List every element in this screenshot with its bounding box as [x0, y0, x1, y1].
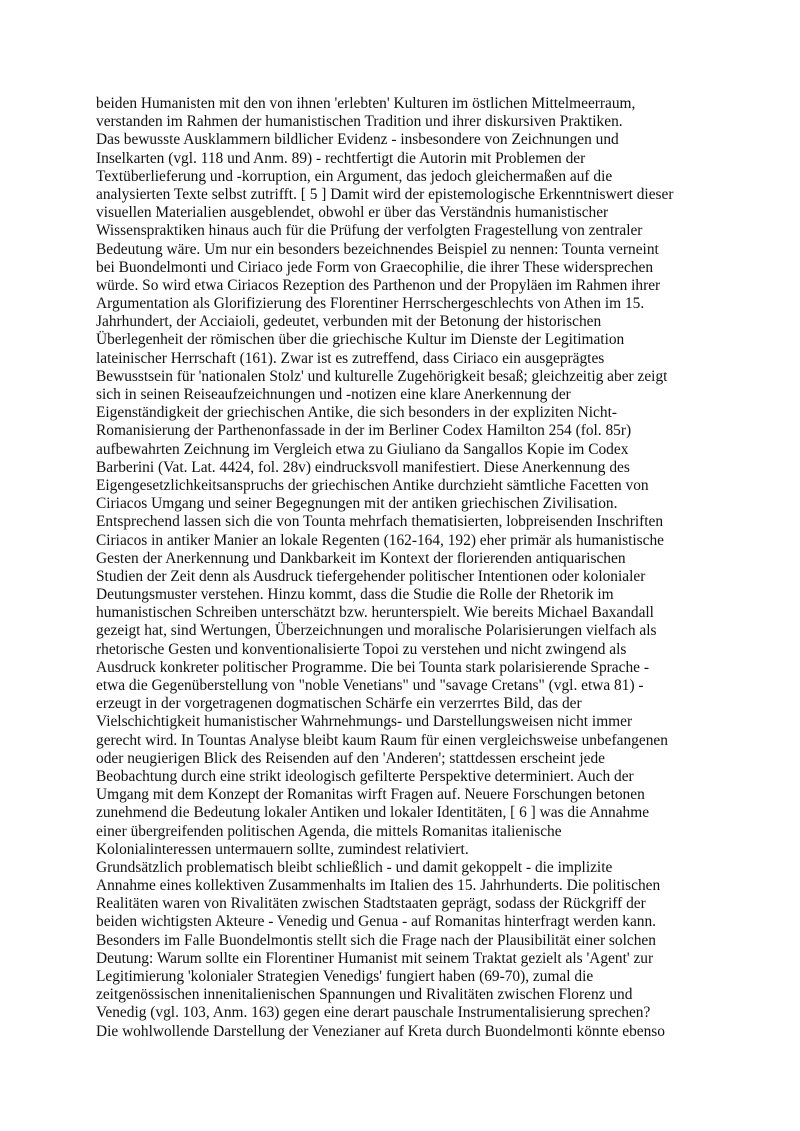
text-line: Inselkarten (vgl. 118 und Anm. 89) - rechtfertigt die Autorin mit Problemen der [96, 149, 586, 167]
text-line: humanistischen Schreiben unterschätzt bzw. herunterspielt. Wie bereits Michael Baxandall [96, 604, 654, 622]
text-line: Eigengesetzlichkeitsanspruchs der griechischen Antike durchzieht sämtliche Facetten von [96, 476, 649, 494]
text-line: Textüberlieferung und -korruption, ein Argument, das jedoch gleichermaßen auf die [96, 167, 613, 185]
text-line: Beobachtung durch eine strikt ideologisch gefilterte Perspektive determiniert. Auch der [96, 767, 634, 785]
text-line: Argumentation als Glorifizierung des Florentiner Herrschergeschlechts von Athen im 15. [96, 295, 645, 313]
text-line: visuellen Materialien ausgeblendet, obwohl er über das Verständnis humanistischer [96, 204, 609, 222]
text-line: Ciriacos Umgang und seiner Begegnungen mit der antiken griechischen Zivilisation. [96, 495, 618, 513]
text-line: würde. So wird etwa Ciriacos Rezeption des Parthenon und der Propyläen im Rahmen ihrer [96, 276, 661, 294]
text-line: oder neugierigen Blick des Reisenden auf den 'Anderen'; stattdessen erscheint jede [96, 749, 605, 767]
text-line: sich in seinen Reiseaufzeichnungen und -notizen eine klare Anerkennung der [96, 386, 571, 403]
text-line: Besonders im Falle Buondelmontis stellt sich die Frage nach der Plausibilität einer solchen [96, 931, 656, 949]
text-line: Deutungsmuster verstehen. Hinzu kommt, dass die Studie die Rolle der Rhetorik im [96, 586, 614, 604]
document-page [96, 95, 716, 1041]
text-line: einer übergreifenden politischen Agenda, die mittels Romanitas italienische [96, 822, 562, 840]
text-line: Deutung: Warum sollte ein Florentiner Humanist mit seinem Traktat gezielt als 'Agent' zur [96, 949, 654, 967]
text-line: Bedeutung wäre. Um nur ein besonders bezeichnendes Beispiel zu nennen: Tounta verneint [96, 240, 659, 258]
text-line: verstanden im Rahmen der humanistischen Tradition und ihrer diskursiven Praktiken. [96, 113, 623, 131]
text-line: lateinischer Herrschaft (161). Zwar ist es zutreffend, dass Ciriaco ein ausgeprägtes [96, 349, 605, 367]
text-line: beiden Humanisten mit den von ihnen 'erlebten' Kulturen im östlichen Mittelmeerraum, [96, 95, 636, 112]
text-line: Legitimierung 'kolonialer Strategien Venedigs' fungiert haben (69-70), zumal die [96, 968, 594, 985]
text-line: Barberini (Vat. Lat. 4424, fol. 28v) eindrucksvoll manifestiert. Diese Anerkennung des [96, 458, 630, 476]
text-line: Bewusstsein für 'nationalen Stolz' und kulturelle Zugehörigkeit besaß; gleichzeitig aber zeigt [96, 367, 668, 385]
text-line: Wissenspraktiken hinaus auch für die Prüfung der verfolgten Fragestellung von zentraler [96, 222, 643, 240]
text-line: Ciriacos in antiker Manier an lokale Regenten (162-164, 192) eher primär als humanistische [96, 531, 664, 549]
text-line: gezeigt hat, sind Wertungen, Überzeichnungen und moralische Polarisierungen vielfach als [96, 622, 657, 640]
text-line: Studien der Zeit denn als Ausdruck tiefergehender politischer Intentionen oder kolonialer [96, 567, 646, 585]
text-line: beiden wichtigsten Akteure - Venedig und Genua - auf Romanitas hinterfragt werden kann. [96, 913, 657, 931]
text-line: bei Buondelmonti und Ciriaco jede Form von Graecophilie, die ihrer These widersprechen [96, 258, 654, 276]
text-line: Das bewusste Ausklammern bildlicher Evidenz - insbesondere von Zeichnungen und [96, 131, 619, 149]
text-line: rhetorische Gesten und konventionalisierte Topoi zu verstehen und nicht zwingend als [96, 640, 627, 658]
text-line: Romanisierung der Parthenonfassade in der im Berliner Codex Hamilton 254 (fol. 85r) [96, 422, 632, 440]
text-line: etwa die Gegenüberstellung von "noble Venetians" und "savage Cretans" (vgl. etwa 81) - [96, 677, 644, 694]
text-line: zeitgenössischen innenitalienischen Spannungen und Rivalitäten zwischen Florenz und [96, 986, 633, 1004]
text-line: aufbewahrten Zeichnung im Vergleich etwa zu Giuliano da Sangallos Kopie im Codex [96, 440, 629, 458]
text-line: Vielschichtigkeit humanistischer Wahrnehmungs- und Darstellungsweisen nicht immer [96, 713, 633, 731]
text-line: Eigenständigkeit der griechischen Antike, die sich besonders in der expliziten Nicht- [96, 404, 617, 422]
text-line: Ausdruck konkreter politischer Programme. Die bei Tounta stark polarisierende Sprache - [96, 658, 649, 676]
text-line: Grundsätzlich problematisch bleibt schließlich - und damit gekoppelt - die implizite [96, 858, 613, 876]
text-line: analysierten Texte selbst zutrifft. [ 5 ] Damit wird der epistemologische Erkenntniswert dieser [96, 185, 674, 203]
text-line: Umgang mit dem Konzept der Romanitas wirft Fragen auf. Neuere Forschungen betonen [96, 786, 645, 804]
text-line: erzeugt in der vorgetragenen dogmatischen Schärfe ein verzerrtes Bild, das der [96, 695, 582, 713]
text-line: Überlegenheit der römischen über die griechische Kultur im Dienste der Legitimation [96, 331, 625, 349]
text-line: Die wohlwollende Darstellung der Venezianer auf Kreta durch Buondelmonti könnte ebenso [96, 1022, 665, 1040]
text-line: Annahme eines kollektiven Zusammenhalts im Italien des 15. Jahrhunderts. Die politischen [96, 877, 661, 895]
text-line: Entsprechend lassen sich die von Tounta mehrfach thematisierten, lobpreisenden Inschriften [96, 513, 664, 531]
text-line: Jahrhundert, der Acciaioli, gedeutet, verbunden mit der Betonung der historischen [96, 313, 602, 331]
text-line: Kolonialinteressen untermauern sollte, zumindest relativiert. [96, 840, 469, 858]
text-line: Gesten der Anerkennung und Dankbarkeit im Kontext der florierenden antiquarischen [96, 549, 626, 567]
text-line: zunehmend die Bedeutung lokaler Antiken und lokaler Identitäten, [ 6 ] was die Annahme [96, 804, 650, 822]
text-line: Venedig (vgl. 103, Anm. 163) gegen eine derart pauschale Instrumentalisierung sprechen? [96, 1004, 651, 1022]
text-line: Realitäten waren von Rivalitäten zwischen Stadtstaaten geprägt, sodass der Rückgriff der [96, 895, 646, 913]
text-line: gerecht wird. In Tountas Analyse bleibt kaum Raum für einen vergleichsweise unbefangenen [96, 731, 668, 749]
